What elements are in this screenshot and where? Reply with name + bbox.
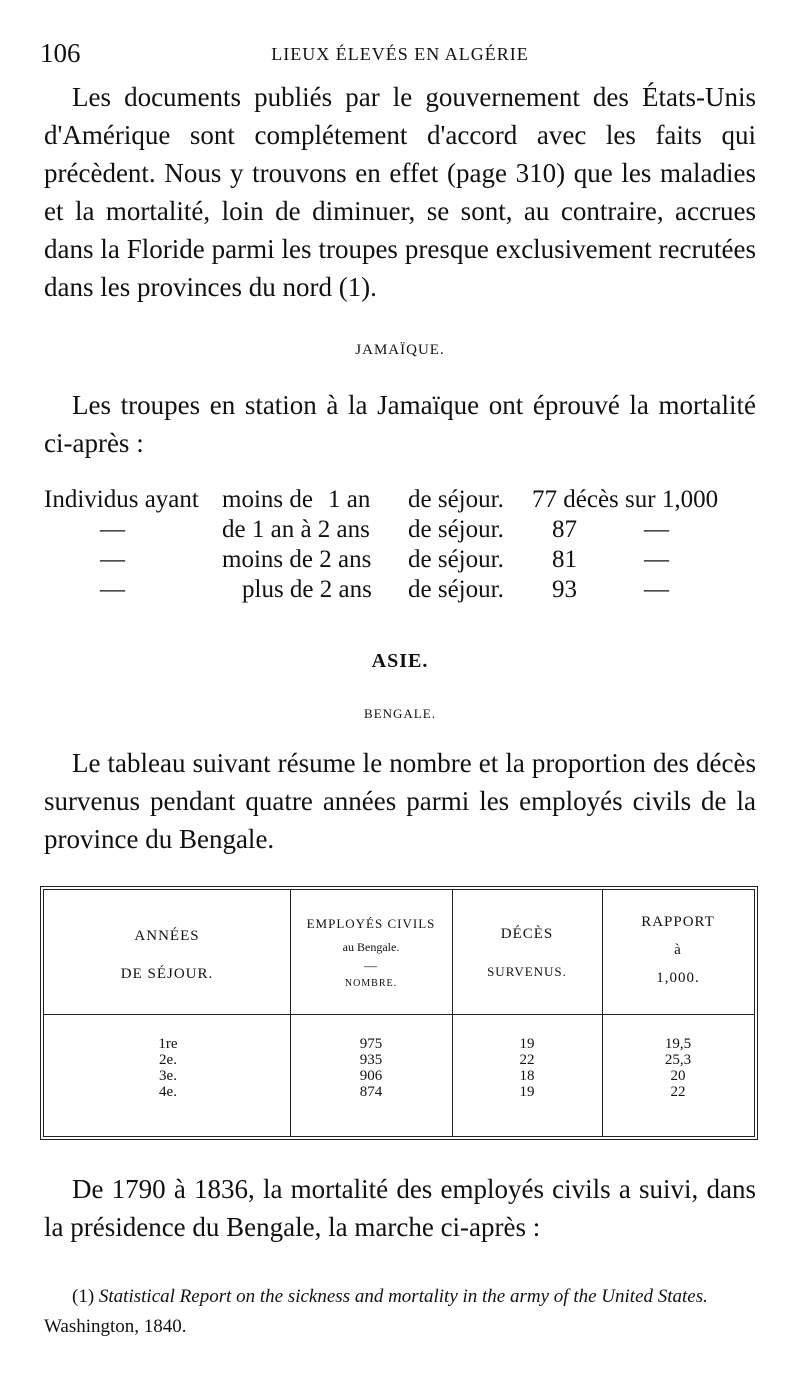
cell-number: 874 [359,1084,383,1100]
col-header-1000: 1,000. [656,970,700,986]
cell-ratio: 22 [670,1084,686,1100]
col-header-annees: ANNÉES [134,928,200,944]
cell-year: 4e. [159,1084,177,1100]
row-value: 77 décès sur 1,000 [532,486,719,513]
cell-deaths: 19 [519,1036,535,1052]
page-number: 106 [40,38,81,68]
ditto-mark: — [100,576,125,603]
col-header-survenus: SURVENUS. [487,964,567,979]
col-header-au-bengale: au Bengale. [342,940,400,954]
row-suffix: de séjour. [408,576,504,603]
col-header-nombre: NOMBRE. [344,978,398,989]
row-value: 93 [552,576,577,603]
cell-year: 1re [158,1036,178,1052]
cell-deaths: 19 [519,1084,535,1100]
heading-asie: ASIE. [371,650,429,672]
col-header-dash: — [364,958,378,973]
ditto-mark: — [644,516,669,543]
header-divider [44,1014,754,1015]
col-header-a: à [674,942,682,958]
ditto-mark: — [644,576,669,603]
row-duration: moins de [222,486,313,513]
footnote [44,1282,760,1342]
cell-number: 935 [359,1052,383,1068]
col-header-employes: EMPLOYÉS CIVILS [306,916,436,931]
running-header [40,38,760,68]
row-value: 81 [552,546,577,573]
cell-ratio: 25,3 [664,1052,692,1068]
heading-jamaique: JAMAÏQUE. [355,342,445,358]
row-label: Individus ayant [44,486,199,513]
row-duration: moins de 2 ans [222,546,372,573]
cell-ratio: 20 [670,1068,686,1084]
paragraph-bengale: Le tableau suivant résume le nombre et la proportion des décès survenus pendant quatre années parmi les employés civils de la province du Bengale. [44,748,756,854]
bengal-mortality-table [40,886,758,1140]
cell-ratio: 19,5 [664,1036,692,1052]
footnote-marker: (1) [72,1286,95,1307]
row-suffix: de séjour. [408,516,504,543]
heading-bengale: BENGALE. [364,706,436,721]
cell-deaths: 22 [519,1052,535,1068]
paragraph-1790-1836: De 1790 à 1836, la mortalité des employés civils a suivi, dans la présidence du Bengale, la marche ci-après : [44,1174,756,1242]
ditto-mark: — [644,546,669,573]
footnote-publisher: Washington, 1840. [44,1316,187,1337]
row-unit: 1 an [328,486,371,513]
row-duration: plus de 2 ans [242,576,372,603]
footnote-citation: Statistical Report on the sickness and mortality in the army of the United States. [98,1286,708,1307]
col-header-de-sejour: DE SÉJOUR. [120,966,214,982]
row-suffix: de séjour. [408,546,504,573]
paragraph-jamaique: Les troupes en station à la Jamaïque ont éprouvé la mortalité ci-après : [44,390,756,458]
ditto-mark: — [100,516,125,543]
row-duration: de 1 an à 2 ans [222,516,370,543]
cell-deaths: 18 [519,1068,535,1084]
row-suffix: de séjour. [408,486,504,513]
col-header-deces: DÉCÈS [500,926,554,942]
row-value: 87 [552,516,577,543]
col-header-rapport: RAPPORT [641,914,715,930]
ditto-mark: — [100,546,125,573]
cell-year: 2e. [159,1052,177,1068]
cell-number: 975 [359,1036,383,1052]
paragraph-united-states: Les documents publiés par le gouvernement des États-Unis d'Amérique sont complétement d'accord avec les faits qui précèdent. Nous y trouvons en effet (page 310) que les maladies et la mortalité, loin de diminuer, se sont, au contraire, accrues dans la Floride parmi les troupes presque exclusivement recrutées dans les provinces du nord (1). [44,82,756,302]
cell-year: 3e. [159,1068,177,1084]
running-title: LIEUX ÉLEVÉS EN ALGÉRIE [271,44,529,64]
cell-number: 906 [359,1068,383,1084]
